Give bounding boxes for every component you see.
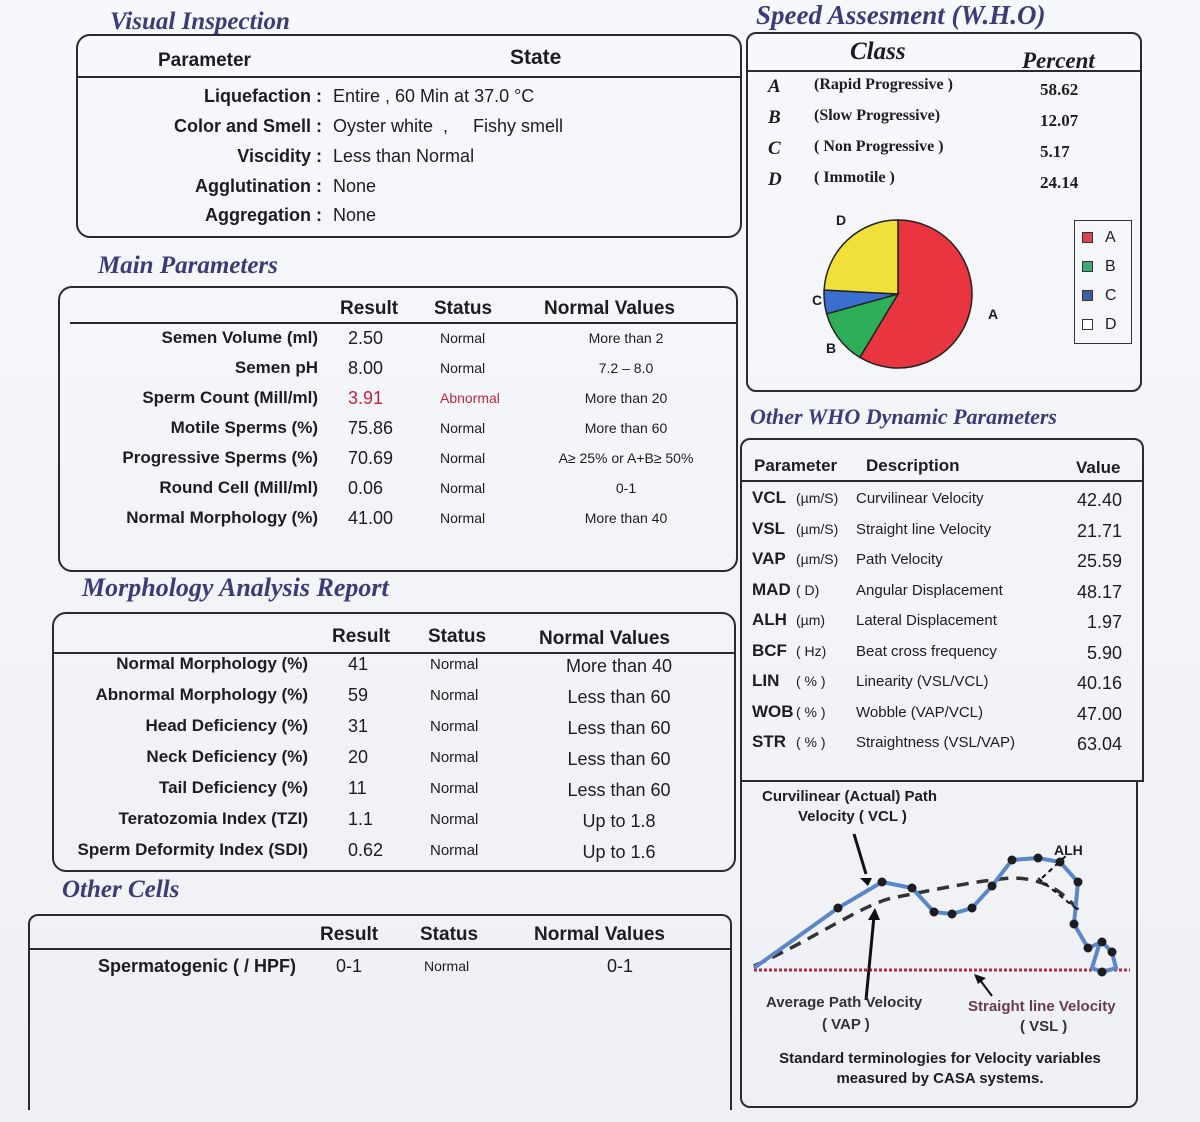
vi-col-state: State	[510, 46, 562, 69]
visual-inspection-heading: Visual Inspection	[110, 8, 290, 35]
mp-row-name: Semen Volume (ml)	[161, 328, 318, 347]
oc-normal-spermatogenic: 0-1	[606, 956, 633, 976]
dyn-row-desc: Beat cross frequency	[856, 642, 997, 660]
speed-heading: Speed Assesment (W.H.O)	[756, 0, 1046, 30]
mo-row-normal: Less than 60	[567, 687, 671, 707]
mp-row-normal: More than 2	[588, 330, 664, 346]
dyn-row-unit: ( % )	[796, 673, 826, 689]
speed-row-desc: ( Non Progressive )	[814, 138, 944, 155]
dyn-col-description: Description	[866, 456, 960, 475]
legend-label: A	[1105, 229, 1116, 246]
main-parameters-header-divider	[70, 322, 736, 324]
oc-col-normal-values: Normal Values	[534, 924, 665, 945]
mp-row-result: 70.69	[348, 448, 394, 468]
dyn-row-unit: ( Hz)	[796, 642, 827, 659]
mo-row-name: Neck Deficiency (%)	[146, 747, 308, 766]
mp-row-name: Normal Morphology (%)	[126, 508, 318, 527]
mp-row-name: Semen pH	[234, 358, 318, 377]
mp-row-status: Normal	[440, 420, 486, 436]
morphology-box	[52, 612, 736, 872]
mp-row-normal: A≥ 25% or A+B≥ 50%	[558, 450, 694, 466]
mo-row-name: Tail Deficiency (%)	[159, 778, 308, 797]
mp-row-status: Abnormal	[440, 390, 500, 406]
mo-row-status: Normal	[430, 656, 479, 673]
vi-label-agglutination: Agglutination :	[195, 176, 322, 196]
vcl-label-line1: Curvilinear (Actual) Path	[762, 788, 938, 805]
mo-row-status: Normal	[430, 718, 479, 735]
speed-pie-chart	[818, 214, 978, 374]
dyn-row-unit: ( % )	[796, 734, 826, 750]
oc-name-spermatogenic: Spermatogenic ( / HPF)	[97, 956, 296, 976]
mp-row-result: 0.06	[348, 478, 384, 498]
dyn-row-desc: Angular Displacement	[856, 581, 1003, 599]
dyn-row-desc: Curvilinear Velocity	[856, 490, 984, 507]
mp-col-status: Status	[434, 298, 493, 319]
mo-row-normal: Up to 1.8	[582, 811, 656, 831]
pie-label-c: C	[812, 292, 823, 308]
dyn-row-value: 25.59	[1076, 551, 1122, 571]
mo-col-status: Status	[428, 626, 487, 647]
mp-row-status: Normal	[440, 510, 486, 526]
vi-value-aggregation: None	[333, 205, 377, 225]
mp-row-name: Sperm Count (Mill/ml)	[142, 388, 318, 407]
vcl-arrow-head	[860, 878, 872, 886]
dyn-row-value: 1.97	[1086, 612, 1122, 632]
mo-row-status: Normal	[430, 811, 479, 828]
dyn-row-desc: Straight line Velocity	[856, 520, 992, 538]
dyn-row-param: STR	[752, 732, 786, 751]
dyn-row-unit: (µm/S)	[796, 520, 839, 537]
dyn-row-param: VSL	[752, 518, 786, 538]
speed-row-desc: (Rapid Progressive )	[814, 76, 953, 93]
oc-col-result: Result	[320, 924, 379, 945]
dynamic-heading: Other WHO Dynamic Parameters	[750, 404, 1057, 429]
speed-row-letter: B	[768, 107, 781, 128]
mo-row-name: Teratozomia Index (TZI)	[118, 809, 308, 828]
vcl-label-line2: Velocity ( VCL )	[798, 808, 907, 825]
dyn-row-param: MAD	[752, 579, 791, 599]
pie-slice-d	[824, 220, 898, 294]
main-parameters-box	[58, 286, 738, 572]
mp-row-normal: More than 20	[584, 390, 668, 406]
mo-row-name: Head Deficiency (%)	[145, 716, 308, 735]
mo-row-name: Normal Morphology (%)	[116, 654, 308, 673]
oc-col-status: Status	[420, 924, 479, 945]
mp-row-status: Normal	[440, 450, 486, 466]
mo-row-normal: Less than 60	[567, 718, 671, 738]
dyn-row-param: ALH	[752, 610, 787, 629]
dynamic-header-divider	[742, 480, 1142, 482]
vap-label-line1: Average Path Velocity	[766, 994, 923, 1011]
dyn-row-param: VAP	[752, 549, 786, 568]
diagram-caption-line1: Standard terminologies for Velocity variables	[779, 1050, 1101, 1067]
speed-box	[746, 32, 1142, 392]
mo-row-name: Sperm Deformity Index (SDI)	[77, 840, 308, 859]
vi-label-aggregation: Aggregation :	[205, 205, 322, 225]
mo-row-result: 0.62	[348, 840, 384, 860]
speed-row-percent: 12.07	[1040, 111, 1079, 130]
other-cells-header-divider	[30, 948, 730, 950]
dyn-row-value: 47.00	[1076, 703, 1122, 724]
dyn-row-param: LIN	[752, 671, 780, 690]
dyn-row-param: VCL	[752, 488, 786, 507]
mo-row-name: Abnormal Morphology (%)	[95, 685, 308, 704]
speed-row-percent: 5.17	[1040, 142, 1070, 161]
vsl-label-line1: Straight line Velocity	[968, 998, 1116, 1015]
main-parameters-heading: Main Parameters	[98, 252, 278, 279]
mo-col-normal-values: Normal Values	[539, 628, 670, 649]
vsl-arrow-head	[974, 974, 986, 984]
dyn-row-value: 5.90	[1086, 642, 1122, 663]
vi-col-parameter: Parameter	[158, 50, 251, 71]
oc-result-spermatogenic: 0-1	[336, 956, 363, 976]
speed-row-letter: A	[768, 76, 781, 97]
dyn-row-unit: (µm/S)	[796, 551, 839, 567]
mp-row-name: Round Cell (Mill/ml)	[159, 478, 318, 497]
mp-row-status: Normal	[440, 330, 486, 346]
mp-row-normal: 7.2 – 8.0	[598, 360, 654, 376]
dyn-row-param: BCF	[752, 640, 787, 660]
speed-col-percent: Percent	[1022, 48, 1095, 73]
dyn-row-value: 63.04	[1076, 734, 1122, 754]
mo-row-result: 1.1	[348, 809, 374, 829]
vap-label-line2: ( VAP )	[822, 1016, 870, 1033]
dynamic-box	[740, 438, 1144, 782]
visual-inspection-header-divider	[78, 76, 740, 78]
mo-row-result: 31	[348, 716, 369, 736]
diagram-caption-line2: measured by CASA systems.	[836, 1070, 1044, 1087]
vi-label-liquefaction: Liquefaction :	[204, 86, 322, 106]
mo-row-normal: Less than 60	[567, 749, 671, 769]
morphology-heading: Morphology Analysis Report	[82, 573, 389, 602]
mp-row-status: Normal	[440, 360, 486, 376]
vap-arrow-head	[868, 908, 880, 920]
dyn-row-value: 42.40	[1076, 490, 1122, 510]
vi-label-color-smell: Color and Smell :	[173, 116, 322, 136]
legend-swatch	[1082, 232, 1093, 243]
mo-row-status: Normal	[430, 842, 479, 859]
speed-row-letter: C	[768, 138, 781, 159]
mo-row-result: 11	[348, 778, 367, 798]
mo-row-status: Normal	[430, 687, 479, 704]
pie-label-b: B	[826, 340, 837, 356]
mp-row-result: 75.86	[348, 418, 394, 438]
mp-col-result: Result	[340, 298, 399, 319]
speed-col-class: Class	[850, 38, 906, 65]
vi-value-liquefaction: Entire , 60 Min at 37.0 °C	[333, 86, 535, 106]
oc-status-spermatogenic: Normal	[424, 958, 470, 974]
dyn-row-value: 48.17	[1076, 581, 1122, 602]
legend-swatch	[1082, 319, 1093, 330]
mp-col-normal-values: Normal Values	[544, 298, 675, 319]
mp-row-result: 8.00	[348, 358, 384, 378]
mp-row-name: Progressive Sperms (%)	[122, 448, 318, 467]
mo-row-normal: Up to 1.6	[582, 842, 656, 862]
dyn-row-value: 40.16	[1076, 673, 1122, 693]
vi-label-viscidity: Viscidity :	[237, 146, 322, 166]
dyn-row-desc: Wobble (VAP/VCL)	[856, 703, 983, 721]
velocity-diagram-box	[740, 780, 1138, 1108]
alh-label: ALH	[1054, 842, 1083, 858]
dyn-col-parameter: Parameter	[754, 456, 838, 475]
speed-row-letter: D	[768, 169, 782, 190]
mo-row-result: 59	[348, 685, 369, 705]
dyn-row-desc: Path Velocity	[856, 551, 943, 568]
mp-row-result: 2.50	[348, 328, 384, 348]
mp-row-result: 3.91	[348, 388, 384, 408]
mo-row-status: Normal	[430, 780, 479, 797]
legend-label: B	[1105, 258, 1116, 275]
dyn-row-unit: ( % )	[796, 703, 826, 720]
mp-row-name: Motile Sperms (%)	[170, 418, 318, 437]
legend-swatch	[1082, 261, 1093, 272]
dyn-row-param: WOB	[752, 701, 794, 721]
velocity-path-diagram	[742, 820, 1138, 1020]
mo-row-status: Normal	[430, 749, 479, 766]
speed-row-desc: ( Immotile )	[814, 169, 895, 186]
dyn-row-unit: ( D)	[796, 581, 820, 598]
speed-row-percent: 24.14	[1040, 173, 1079, 192]
vsl-label-line2: ( VSL )	[1020, 1018, 1068, 1035]
other-cells-heading: Other Cells	[62, 876, 180, 903]
pie-label-a: A	[988, 306, 999, 322]
mo-row-result: 41	[348, 654, 369, 674]
vcl-arrow	[854, 834, 866, 874]
mo-row-normal: Less than 60	[567, 780, 671, 800]
vi-value-color-smell: Oyster white , Fishy smell	[333, 116, 564, 136]
legend-label: C	[1105, 287, 1117, 304]
mo-row-result: 20	[348, 747, 369, 767]
dyn-row-desc: Lateral Displacement	[856, 612, 997, 629]
dyn-row-value: 21.71	[1076, 520, 1122, 541]
mp-row-normal: More than 40	[584, 510, 668, 526]
pie-legend	[1074, 220, 1132, 344]
mo-row-normal: More than 40	[565, 656, 673, 676]
vi-value-viscidity: Less than Normal	[333, 146, 475, 166]
vsl-arrow	[980, 980, 992, 996]
vi-value-agglutination: None	[333, 176, 377, 196]
mo-col-result: Result	[332, 626, 391, 647]
dyn-row-desc: Linearity (VSL/VCL)	[856, 673, 989, 690]
other-cells-box	[28, 914, 732, 1110]
mp-row-normal: 0-1	[615, 480, 637, 496]
mp-row-normal: More than 60	[584, 420, 668, 436]
dyn-row-unit: (µm)	[796, 612, 826, 628]
vap-arrow	[866, 916, 874, 1000]
visual-inspection-box	[76, 34, 742, 238]
mp-row-status: Normal	[440, 480, 486, 496]
dyn-row-unit: (µm/S)	[796, 490, 839, 506]
mp-row-result: 41.00	[348, 508, 394, 528]
pie-label-d: D	[836, 212, 847, 228]
dyn-col-value: Value	[1076, 458, 1121, 477]
speed-row-percent: 58.62	[1040, 80, 1079, 99]
dyn-row-desc: Straightness (VSL/VAP)	[856, 734, 1015, 751]
speed-row-desc: (Slow Progressive)	[814, 107, 941, 124]
legend-swatch	[1082, 290, 1093, 301]
legend-label: D	[1105, 316, 1117, 333]
